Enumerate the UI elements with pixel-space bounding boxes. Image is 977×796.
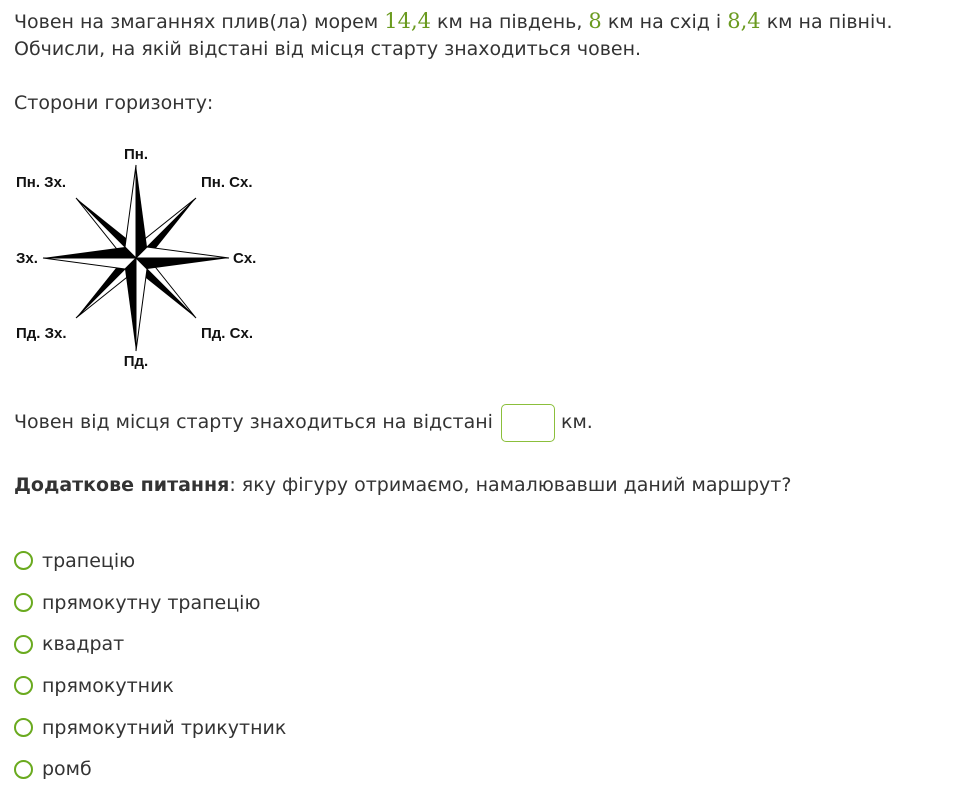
answer-line	[14, 398, 593, 446]
option-label: квадрат	[42, 633, 125, 656]
option-label: трапецію	[42, 549, 136, 572]
option-rhombus[interactable]	[14, 748, 286, 790]
option-label: прямокутний трикутник	[42, 716, 287, 739]
option-rectangle[interactable]	[14, 665, 286, 707]
problem-line-2: Обчисли, на якій відстані від місця старту знаходиться човен.	[14, 38, 642, 60]
distance-north: 8,4	[727, 9, 761, 33]
radio-icon[interactable]	[14, 593, 33, 612]
extra-question-text: : яку фігуру отримаємо, намалювавши даний маршрут?	[229, 474, 792, 496]
radio-icon[interactable]	[14, 676, 33, 695]
compass-rose-diagram	[14, 140, 274, 376]
compass-heading: Сторони горизонту:	[14, 92, 214, 114]
distance-south: 14,4	[384, 9, 431, 33]
compass-cardinal-points	[43, 165, 229, 351]
compass-label-northeast: Пн. Сх.	[201, 174, 253, 191]
distance-east: 8	[588, 9, 602, 33]
compass-label-east: Сх.	[233, 250, 257, 267]
option-label: прямокутну трапецію	[42, 591, 261, 614]
compass-label-southeast: Пд. Сх.	[201, 325, 253, 342]
option-square[interactable]	[14, 623, 286, 665]
option-right-triangle[interactable]	[14, 707, 286, 749]
compass-label-north: Пн.	[123, 146, 149, 163]
compass-label-south: Пд.	[123, 353, 149, 370]
answer-prefix: Човен від місця старту знаходиться на відстані	[14, 411, 493, 433]
option-label: прямокутник	[42, 674, 174, 697]
distance-answer-input[interactable]	[501, 404, 555, 442]
figure-options	[14, 540, 286, 790]
answer-unit: км.	[560, 411, 593, 433]
extra-question-label: Додаткове питання	[14, 474, 230, 496]
radio-icon[interactable]	[14, 760, 33, 779]
problem-text: км на схід і	[601, 11, 728, 33]
problem-text: км на південь,	[430, 11, 589, 33]
problem-line-1	[14, 8, 893, 35]
compass-label-southwest: Пд. Зх.	[16, 325, 67, 342]
problem-text: Човен на змаганнях плив(ла) морем	[14, 11, 385, 33]
radio-icon[interactable]	[14, 635, 33, 654]
problem-text: км на північ.	[760, 11, 893, 33]
extra-question	[14, 472, 791, 498]
radio-icon[interactable]	[14, 551, 33, 570]
compass-label-west: Зх.	[16, 250, 38, 267]
option-trapezoid[interactable]	[14, 540, 286, 582]
compass-label-northwest: Пн. Зх.	[16, 174, 67, 191]
option-label: ромб	[42, 758, 92, 781]
radio-icon[interactable]	[14, 718, 33, 737]
option-right-trapezoid[interactable]	[14, 582, 286, 624]
